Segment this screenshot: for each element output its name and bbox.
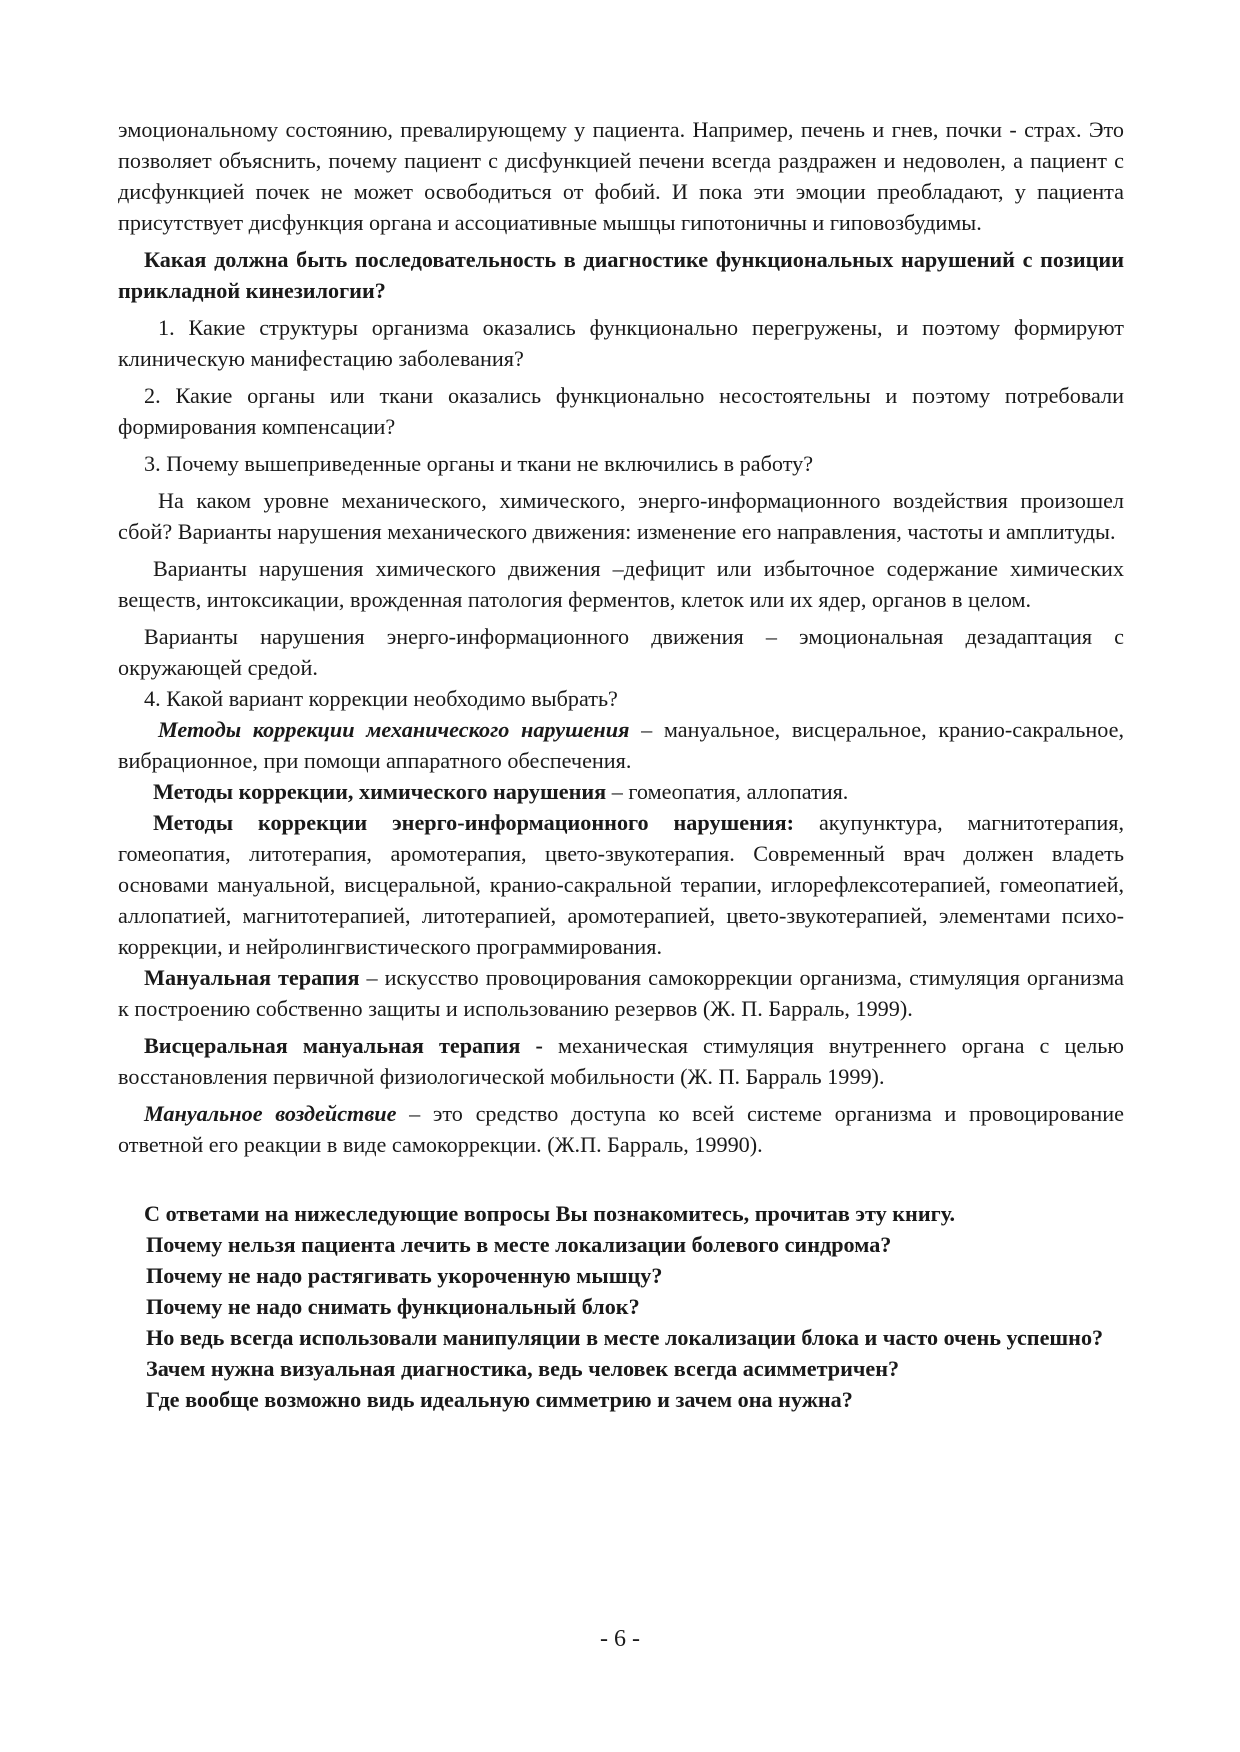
paragraph-manual-therapy bbox=[118, 962, 1124, 1024]
paragraph-chemical: Варианты нарушения химического движения –дефицит или избыточное содержание химических веществ, интоксикации, врожденная патология ферментов, клеток или их ядер, органов в целом. bbox=[118, 556, 1124, 612]
section-spacer bbox=[118, 1160, 1124, 1198]
page-body bbox=[118, 114, 1124, 1415]
text-manual-impact: – это средство доступа ко всей системе организма и провоцирование ответной его реакции в виде самокоррекции. (Ж.П. Барраль, 19990). bbox=[118, 1101, 1124, 1157]
list-item-3: 3. Почему вышеприведенные органы и ткани не включились в работу? bbox=[144, 451, 814, 476]
questions-intro: С ответами на нижеследующие вопросы Вы познакомитесь, прочитав эту книгу. bbox=[144, 1201, 956, 1226]
question-item: Зачем нужна визуальная диагностика, ведь человек всегда асимметричен? bbox=[146, 1356, 900, 1381]
list-item-1: 1. Какие структуры организма оказались функционально перегружены, и поэтому формируют клиническую манифестацию заболевания? bbox=[118, 315, 1124, 371]
text-visceral-therapy: механическая стимуляция внутреннего органа с целью восстановления первичной физиологической мобильности (Ж. П. Барраль 1999). bbox=[118, 1033, 1124, 1089]
term-chemical: Методы коррекции, химического нарушения bbox=[153, 779, 607, 804]
question-item: Почему нельзя пациента лечить в месте локализации болевого синдрома? bbox=[146, 1232, 892, 1257]
paragraph-emotions: эмоциональному состоянию, превалирующему у пациента. Например, печень и гнев, почки - страх. Это позволяет объяснить, почему пациент с дисфункцией печени всегда раздражен и недоволен, а пациент с дисфункцией почек не может освободиться от фобий. И пока эти эмоции преобладают, у пациента присутствует дисфункция органа и ассоциативные мышцы гипотоничны и гиповозбудимы. bbox=[118, 117, 1124, 235]
question-item: Где вообще возможно видь идеальную симметрию и зачем она нужна? bbox=[146, 1387, 853, 1412]
paragraph-manual-impact bbox=[118, 1098, 1124, 1160]
text-energy: акупунктура, магнитотерапия, гомеопатия, литотерапия, аромотерапия, цвето-звукотерапия. Современный врач должен владеть основами мануальной, висцеральной, кранио-сакральной терапии, иглорефлексотерапией, гомеопатией, аллопатией, магнитотерапией, литотерапией, аромотерапией, цвето-звукотерапией, элементами психо-коррекции, и нейролингвистического программирования. bbox=[118, 810, 1125, 959]
page-number: - 6 - bbox=[600, 1626, 640, 1652]
text-manual-therapy: – искусство провоцирования самокоррекции организма, стимуляция организма к построению собственно защиты и использованию резервов (Ж. П. Барраль, 1999). bbox=[118, 965, 1124, 1021]
term-mechanical: Методы коррекции механического нарушения bbox=[158, 717, 630, 742]
term-manual-therapy: Мануальная терапия bbox=[144, 965, 360, 990]
question-item: Но ведь всегда использовали манипуляции в месте локализации блока и часто очень успешно? bbox=[146, 1325, 1104, 1350]
term-visceral-therapy: Висцеральная мануальная терапия - bbox=[144, 1033, 543, 1058]
question-item: Почему не надо растягивать укороченную мышцу? bbox=[146, 1263, 663, 1288]
question-item: Почему не надо снимать функциональный блок? bbox=[146, 1294, 640, 1319]
paragraph-levels: На каком уровне механического, химического, энерго-информационного воздействия произошел сбой? Варианты нарушения механического движения: изменение его направления, частоты и амплитуды. bbox=[118, 488, 1124, 544]
list-item-2: 2. Какие органы или ткани оказались функционально несостоятельны и поэтому потребовали формирования компенсации? bbox=[118, 383, 1124, 439]
term-energy: Методы коррекции энерго-информационного нарушения: bbox=[153, 810, 795, 835]
paragraph-energy: Варианты нарушения энерго-информационного движения – эмоциональная дезадаптация с окружающей средой. bbox=[118, 624, 1124, 680]
paragraph-visceral-therapy bbox=[118, 1030, 1124, 1092]
paragraph-energy-methods bbox=[118, 807, 1124, 962]
text-mechanical: – мануальное, висцеральное, кранио-сакральное, вибрационное, при помощи аппаратного обеспечения. bbox=[118, 717, 1125, 773]
list-item-4: 4. Какой вариант коррекции необходимо выбрать? bbox=[144, 686, 618, 711]
text-chemical: – гомеопатия, аллопатия. bbox=[606, 779, 849, 804]
term-manual-impact: Мануальное воздействие bbox=[144, 1101, 397, 1126]
paragraph-mechanical-methods bbox=[118, 714, 1124, 776]
heading-diagnostic-sequence: Какая должна быть последовательность в диагностике функциональных нарушений с позиции прикладной кинезилогии? bbox=[118, 247, 1124, 303]
paragraph-chemical-methods bbox=[118, 776, 1124, 807]
